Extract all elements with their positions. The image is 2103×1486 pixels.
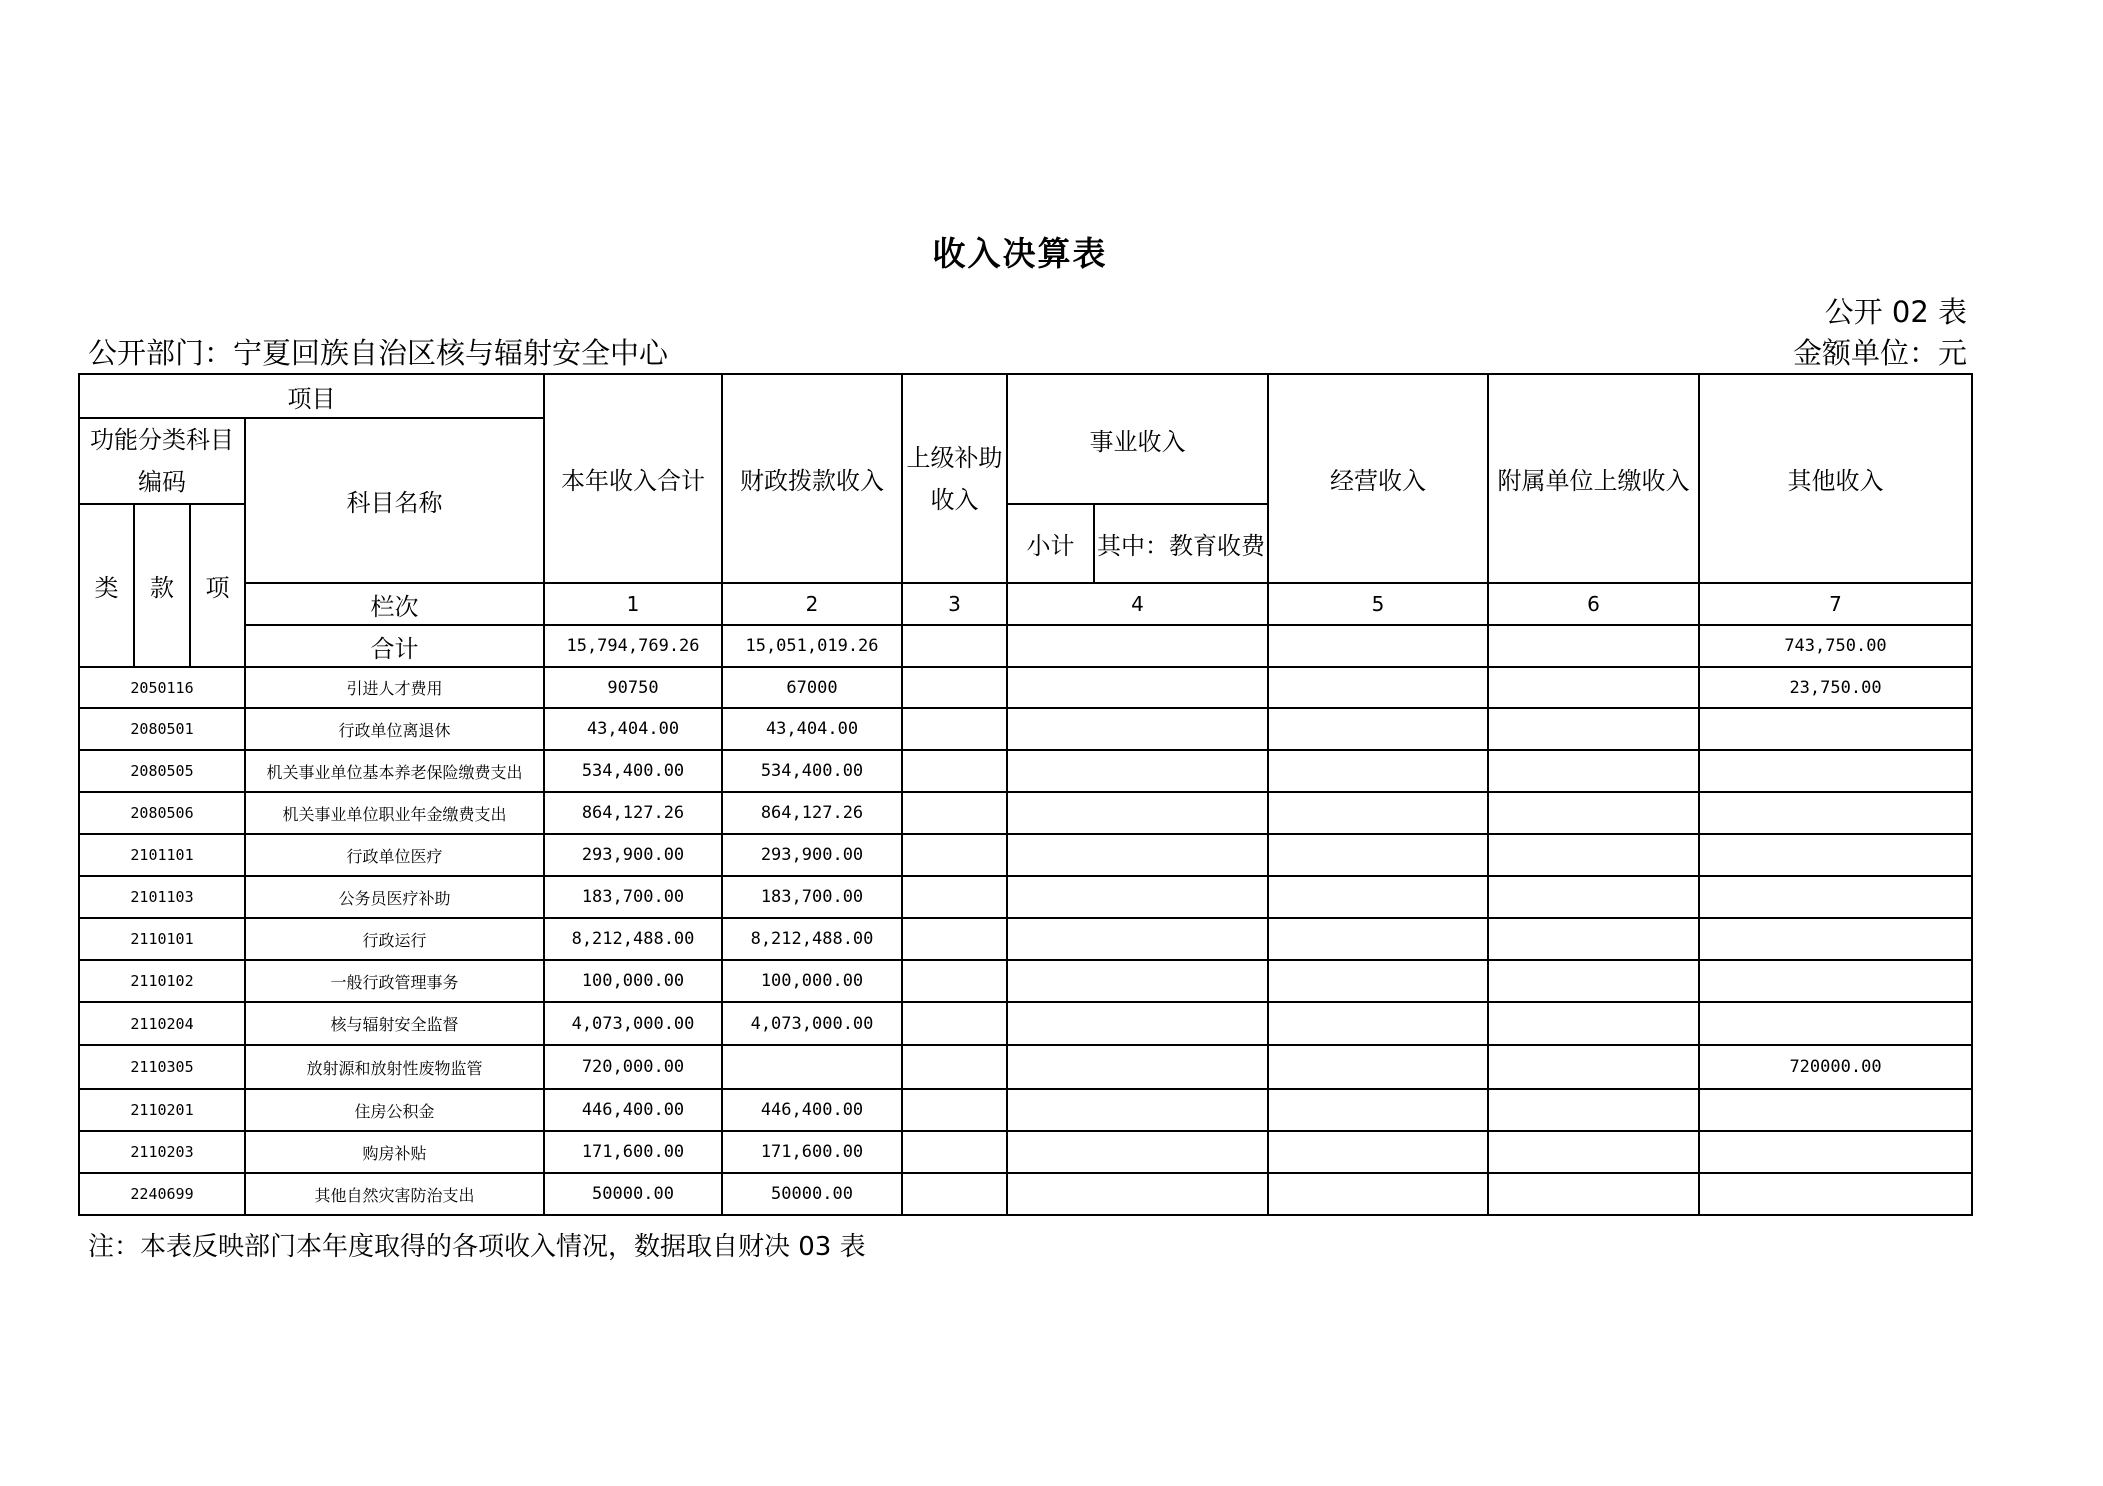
row-c4 <box>1007 1089 1268 1131</box>
row-c5 <box>1268 960 1488 1002</box>
row-c4 <box>1007 708 1268 750</box>
row-c5 <box>1268 834 1488 876</box>
row-c2: 43,404.00 <box>722 708 902 750</box>
row-code: 2110201 <box>79 1089 245 1131</box>
header-func-code: 功能分类科目编码 <box>79 418 245 504</box>
row-c1: 183,700.00 <box>544 876 722 918</box>
row-c4 <box>1007 1173 1268 1215</box>
row-code: 2110204 <box>79 1002 245 1045</box>
row-code: 2080505 <box>79 750 245 792</box>
row-subject-name: 行政运行 <box>245 918 544 960</box>
row-c2: 67000 <box>722 667 902 708</box>
row-c6 <box>1488 834 1699 876</box>
row-c6 <box>1488 1131 1699 1173</box>
header-xiang: 项 <box>190 504 245 667</box>
row-subject-name: 公务员医疗补助 <box>245 876 544 918</box>
header-sub-total: 小计 <box>1007 504 1094 583</box>
row-c7 <box>1699 1089 1972 1131</box>
row-c1: 293,900.00 <box>544 834 722 876</box>
row-subject-name: 行政单位离退休 <box>245 708 544 750</box>
row-c1: 8,212,488.00 <box>544 918 722 960</box>
row-c3 <box>902 750 1007 792</box>
table-row <box>79 1173 1972 1215</box>
page-title: 收入决算表 <box>932 234 1108 273</box>
row-c3 <box>902 1045 1007 1089</box>
table-row <box>79 960 1972 1002</box>
row-c2: 171,600.00 <box>722 1131 902 1173</box>
row-c5 <box>1268 1131 1488 1173</box>
row-subject-name: 行政单位医疗 <box>245 834 544 876</box>
row-c2: 293,900.00 <box>722 834 902 876</box>
department-label: 公开部门：宁夏回族自治区核与辐射安全中心 <box>88 336 669 370</box>
header-col-7: 其他收入 <box>1699 374 1972 583</box>
row-c1: 4,073,000.00 <box>544 1002 722 1045</box>
row-c6 <box>1488 1045 1699 1089</box>
col-no-1: 1 <box>544 583 722 625</box>
header-col-6: 附属单位上缴收入 <box>1488 374 1699 583</box>
row-code: 2080506 <box>79 792 245 834</box>
col-no-7: 7 <box>1699 583 1972 625</box>
footnote: 注：本表反映部门本年度取得的各项收入情况，数据取自财决 03 表 <box>88 1232 866 1262</box>
row-c3 <box>902 708 1007 750</box>
row-c7 <box>1699 708 1972 750</box>
total-c7: 743,750.00 <box>1699 625 1972 667</box>
row-c7 <box>1699 960 1972 1002</box>
row-c7 <box>1699 792 1972 834</box>
table-row <box>79 1045 1972 1089</box>
row-c3 <box>902 834 1007 876</box>
amount-unit-label: 金额单位：元 <box>1792 336 1967 370</box>
row-c5 <box>1268 1173 1488 1215</box>
row-subject-name: 其他自然灾害防治支出 <box>245 1173 544 1215</box>
row-c1: 864,127.26 <box>544 792 722 834</box>
row-c3 <box>902 1173 1007 1215</box>
row-subject-name: 购房补贴 <box>245 1131 544 1173</box>
row-c3 <box>902 792 1007 834</box>
row-c6 <box>1488 1089 1699 1131</box>
row-c2: 4,073,000.00 <box>722 1002 902 1045</box>
row-c4 <box>1007 1131 1268 1173</box>
row-c5 <box>1268 792 1488 834</box>
row-subject-name: 机关事业单位职业年金缴费支出 <box>245 792 544 834</box>
row-c5 <box>1268 708 1488 750</box>
row-c7 <box>1699 1131 1972 1173</box>
row-c1: 534,400.00 <box>544 750 722 792</box>
row-c1: 90750 <box>544 667 722 708</box>
table-row <box>79 876 1972 918</box>
header-lanci: 栏次 <box>245 583 544 625</box>
row-c7 <box>1699 1173 1972 1215</box>
header-item: 项目 <box>79 374 544 418</box>
row-subject-name: 核与辐射安全监督 <box>245 1002 544 1045</box>
col-no-4: 4 <box>1007 583 1268 625</box>
col-no-5: 5 <box>1268 583 1488 625</box>
row-c4 <box>1007 750 1268 792</box>
total-c1: 15,794,769.26 <box>544 625 722 667</box>
row-code: 2101103 <box>79 876 245 918</box>
col-no-2: 2 <box>722 583 902 625</box>
total-c5 <box>1268 625 1488 667</box>
header-col-4: 事业收入 <box>1007 374 1268 504</box>
table-row <box>79 792 1972 834</box>
row-c2: 8,212,488.00 <box>722 918 902 960</box>
row-c3 <box>902 1089 1007 1131</box>
row-c6 <box>1488 750 1699 792</box>
row-c4 <box>1007 918 1268 960</box>
table-row <box>79 667 1972 708</box>
row-c4 <box>1007 1002 1268 1045</box>
table-row <box>79 1002 1972 1045</box>
row-c6 <box>1488 876 1699 918</box>
header-col-5: 经营收入 <box>1268 374 1488 583</box>
row-c5 <box>1268 1045 1488 1089</box>
row-c4 <box>1007 1045 1268 1089</box>
row-c5 <box>1268 876 1488 918</box>
row-c4 <box>1007 792 1268 834</box>
row-code: 2050116 <box>79 667 245 708</box>
row-c3 <box>902 667 1007 708</box>
row-c4 <box>1007 667 1268 708</box>
row-c4 <box>1007 960 1268 1002</box>
row-code: 2110101 <box>79 918 245 960</box>
table-row <box>79 834 1972 876</box>
col-no-6: 6 <box>1488 583 1699 625</box>
row-c6 <box>1488 918 1699 960</box>
row-c6 <box>1488 667 1699 708</box>
row-subject-name: 住房公积金 <box>245 1089 544 1131</box>
row-c2: 534,400.00 <box>722 750 902 792</box>
row-c5 <box>1268 1002 1488 1045</box>
row-c3 <box>902 1002 1007 1045</box>
row-c6 <box>1488 1002 1699 1045</box>
income-table <box>78 373 1973 1216</box>
row-c5 <box>1268 750 1488 792</box>
row-code: 2101101 <box>79 834 245 876</box>
form-number: 公开 02 表 <box>1824 295 1967 329</box>
table-row <box>79 1089 1972 1131</box>
row-c2 <box>722 1045 902 1089</box>
row-c4 <box>1007 834 1268 876</box>
table-row <box>79 1131 1972 1173</box>
header-kuan: 款 <box>134 504 190 667</box>
row-c2: 50000.00 <box>722 1173 902 1215</box>
row-c7 <box>1699 1002 1972 1045</box>
total-label: 合计 <box>245 625 544 667</box>
row-c7 <box>1699 918 1972 960</box>
row-c1: 43,404.00 <box>544 708 722 750</box>
row-subject-name: 引进人才费用 <box>245 667 544 708</box>
total-c6 <box>1488 625 1699 667</box>
row-c1: 720,000.00 <box>544 1045 722 1089</box>
row-c6 <box>1488 1173 1699 1215</box>
row-c6 <box>1488 708 1699 750</box>
row-c7: 23,750.00 <box>1699 667 1972 708</box>
row-c1: 100,000.00 <box>544 960 722 1002</box>
row-c6 <box>1488 960 1699 1002</box>
row-c7 <box>1699 876 1972 918</box>
row-c4 <box>1007 876 1268 918</box>
header-sub-edu: 其中：教育收费 <box>1094 504 1268 583</box>
table-row <box>79 750 1972 792</box>
col-no-3: 3 <box>902 583 1007 625</box>
row-c1: 446,400.00 <box>544 1089 722 1131</box>
header-col-3: 上级补助收入 <box>902 374 1007 583</box>
header-col-2: 财政拨款收入 <box>722 374 902 583</box>
row-c2: 864,127.26 <box>722 792 902 834</box>
header-col-1: 本年收入合计 <box>544 374 722 583</box>
row-subject-name: 一般行政管理事务 <box>245 960 544 1002</box>
total-c3 <box>902 625 1007 667</box>
row-c3 <box>902 960 1007 1002</box>
row-code: 2110305 <box>79 1045 245 1089</box>
row-c3 <box>902 1131 1007 1173</box>
table-row <box>79 918 1972 960</box>
row-code: 2240699 <box>79 1173 245 1215</box>
row-c5 <box>1268 1089 1488 1131</box>
row-subject-name: 放射源和放射性废物监管 <box>245 1045 544 1089</box>
row-c2: 446,400.00 <box>722 1089 902 1131</box>
row-c7: 720000.00 <box>1699 1045 1972 1089</box>
row-c2: 100,000.00 <box>722 960 902 1002</box>
row-code: 2080501 <box>79 708 245 750</box>
total-row <box>79 625 1972 667</box>
row-c3 <box>902 918 1007 960</box>
total-c2: 15,051,019.26 <box>722 625 902 667</box>
row-c1: 171,600.00 <box>544 1131 722 1173</box>
row-c1: 50000.00 <box>544 1173 722 1215</box>
row-c6 <box>1488 792 1699 834</box>
row-c5 <box>1268 667 1488 708</box>
row-c7 <box>1699 750 1972 792</box>
header-subject-name: 科目名称 <box>245 418 544 583</box>
row-subject-name: 机关事业单位基本养老保险缴费支出 <box>245 750 544 792</box>
row-c3 <box>902 876 1007 918</box>
total-c4 <box>1007 625 1268 667</box>
row-code: 2110102 <box>79 960 245 1002</box>
header-lei: 类 <box>79 504 134 667</box>
table-row <box>79 708 1972 750</box>
row-c2: 183,700.00 <box>722 876 902 918</box>
row-c7 <box>1699 834 1972 876</box>
row-code: 2110203 <box>79 1131 245 1173</box>
row-c5 <box>1268 918 1488 960</box>
